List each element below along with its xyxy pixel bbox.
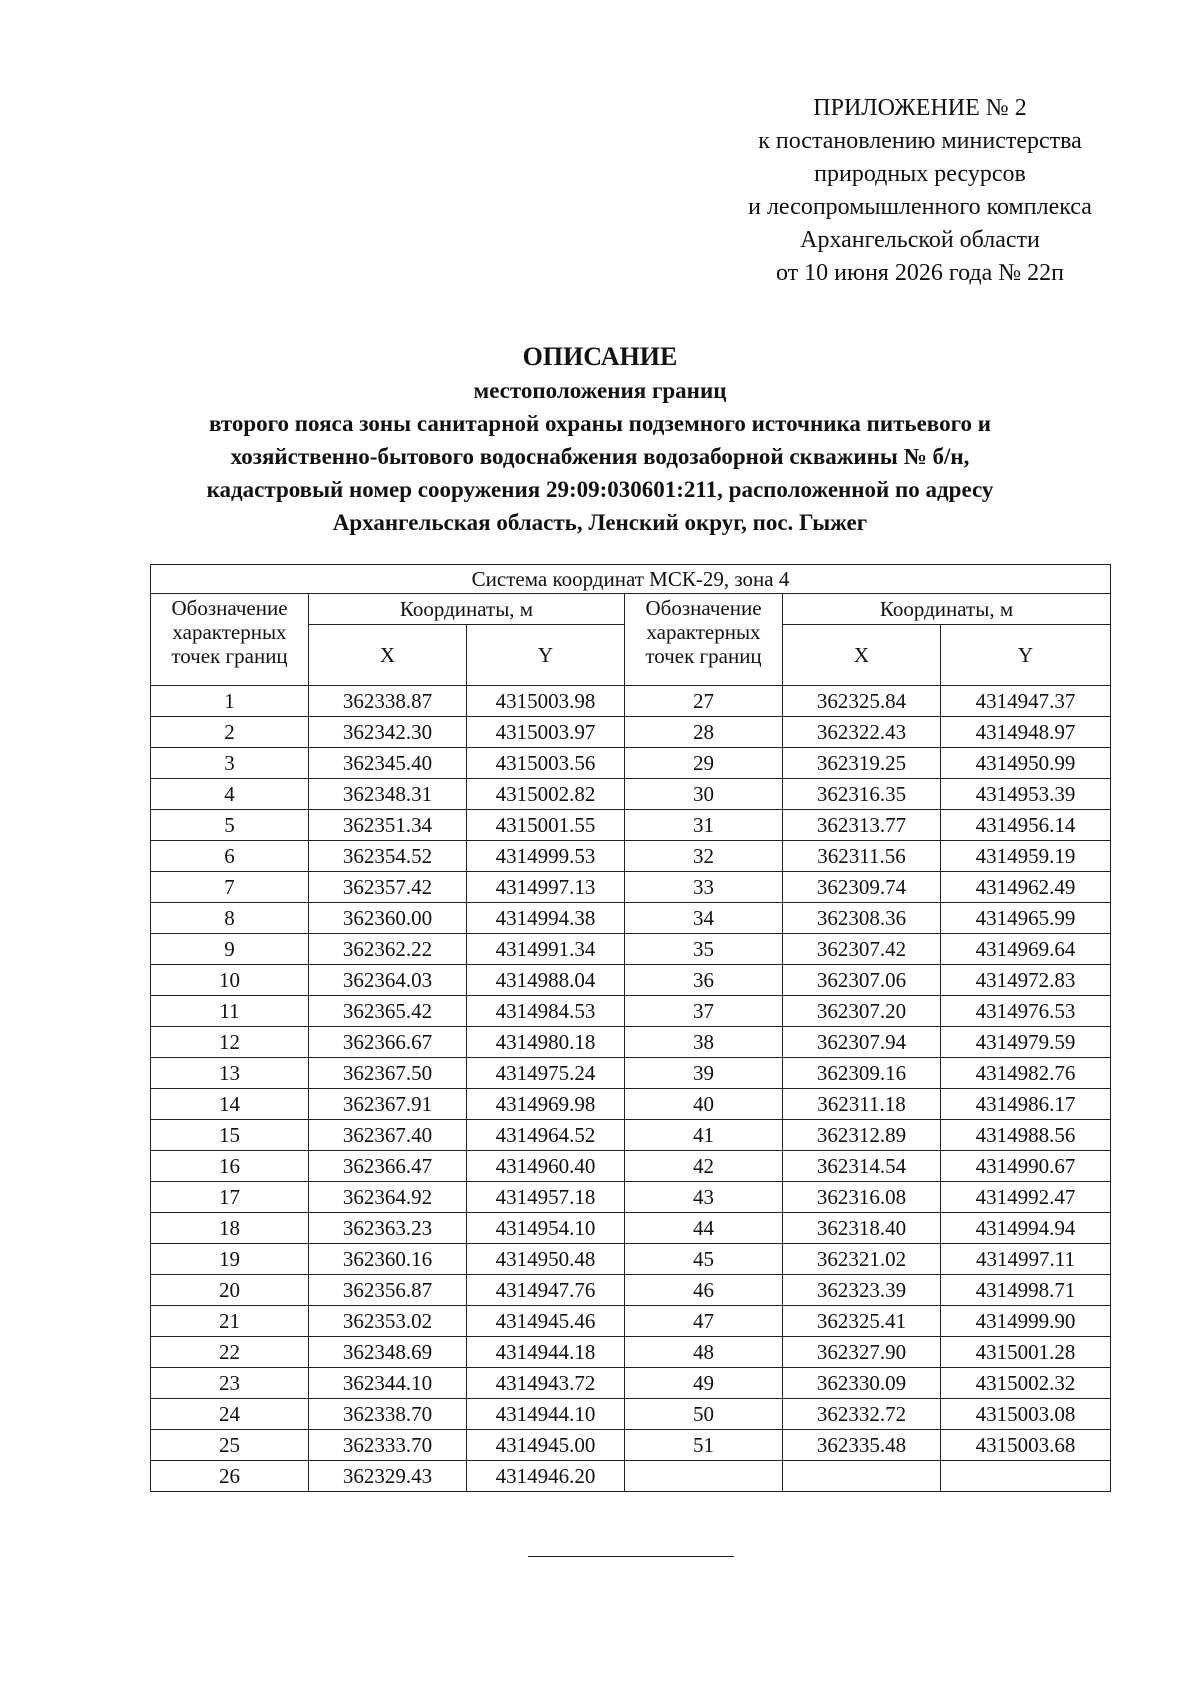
point-number-cell: 49 <box>625 1368 783 1399</box>
point-designation-header <box>625 594 783 686</box>
y-coordinate-cell: 4314980.18 <box>467 1027 625 1058</box>
y-coordinate-cell: 4314948.97 <box>941 717 1111 748</box>
point-number-cell: 13 <box>151 1058 309 1089</box>
header-line: характерных <box>646 620 761 644</box>
y-coordinate-cell: 4315003.98 <box>467 686 625 717</box>
x-coordinate-cell: 362360.00 <box>309 903 467 934</box>
x-coordinate-cell: 362364.03 <box>309 965 467 996</box>
point-number-cell: 45 <box>625 1244 783 1275</box>
table-row <box>151 965 1111 996</box>
x-coordinate-cell: 362312.89 <box>783 1120 941 1151</box>
point-number-cell <box>625 1461 783 1492</box>
header-line: характерных <box>172 620 287 644</box>
point-number-cell: 23 <box>151 1368 309 1399</box>
point-number-cell: 48 <box>625 1337 783 1368</box>
x-coordinate-cell: 362319.25 <box>783 748 941 779</box>
x-coordinate-cell: 362316.08 <box>783 1182 941 1213</box>
point-number-cell: 30 <box>625 779 783 810</box>
table-row <box>151 903 1111 934</box>
point-number-cell: 36 <box>625 965 783 996</box>
point-number-cell: 20 <box>151 1275 309 1306</box>
x-coordinate-cell: 362330.09 <box>783 1368 941 1399</box>
y-coordinate-cell: 4314999.53 <box>467 841 625 872</box>
table-row <box>151 810 1111 841</box>
y-coordinate-cell: 4314999.90 <box>941 1306 1111 1337</box>
header-line: точек границ <box>171 644 288 668</box>
x-coordinate-cell: 362311.56 <box>783 841 941 872</box>
y-coordinate-cell: 4314984.53 <box>467 996 625 1027</box>
x-coordinate-cell: 362364.92 <box>309 1182 467 1213</box>
table-row <box>151 748 1111 779</box>
x-coordinate-cell: 362314.54 <box>783 1151 941 1182</box>
document-heading <box>100 340 1100 539</box>
point-number-cell: 39 <box>625 1058 783 1089</box>
document-title: ОПИСАНИЕ <box>522 342 678 371</box>
table-row <box>151 686 1111 717</box>
x-coordinate-cell: 362311.18 <box>783 1089 941 1120</box>
y-coordinate-cell: 4314959.19 <box>941 841 1111 872</box>
x-coordinate-cell: 362321.02 <box>783 1244 941 1275</box>
table-row <box>151 779 1111 810</box>
x-coordinate-cell: 362356.87 <box>309 1275 467 1306</box>
y-coordinate-cell: 4314991.34 <box>467 934 625 965</box>
y-coordinate-cell: 4314960.40 <box>467 1151 625 1182</box>
table-row <box>151 934 1111 965</box>
point-number-cell: 28 <box>625 717 783 748</box>
x-coordinate-cell: 362342.30 <box>309 717 467 748</box>
point-number-cell: 27 <box>625 686 783 717</box>
y-coordinate-cell: 4314969.98 <box>467 1089 625 1120</box>
y-coordinate-cell: 4315003.56 <box>467 748 625 779</box>
y-coordinate-cell: 4314975.24 <box>467 1058 625 1089</box>
appendix-line: к постановлению министерства <box>758 128 1082 154</box>
appendix-header <box>700 92 1140 290</box>
x-coordinate-cell: 362333.70 <box>309 1430 467 1461</box>
point-number-cell: 7 <box>151 872 309 903</box>
x-coordinate-cell: 362338.87 <box>309 686 467 717</box>
point-number-cell: 34 <box>625 903 783 934</box>
table-row <box>151 841 1111 872</box>
x-coordinate-cell: 362327.90 <box>783 1337 941 1368</box>
point-number-cell: 40 <box>625 1089 783 1120</box>
y-coordinate-cell: 4314946.20 <box>467 1461 625 1492</box>
x-column-header: X <box>783 625 941 686</box>
x-coordinate-cell: 362316.35 <box>783 779 941 810</box>
y-coordinate-cell: 4314972.83 <box>941 965 1111 996</box>
y-coordinate-cell: 4314976.53 <box>941 996 1111 1027</box>
y-column-header: Y <box>467 625 625 686</box>
x-coordinate-cell: 362366.67 <box>309 1027 467 1058</box>
point-number-cell: 22 <box>151 1337 309 1368</box>
point-number-cell: 17 <box>151 1182 309 1213</box>
y-coordinate-cell: 4315002.32 <box>941 1368 1111 1399</box>
x-coordinate-cell: 362348.31 <box>309 779 467 810</box>
table-row <box>151 1461 1111 1492</box>
table-row <box>151 1213 1111 1244</box>
y-coordinate-cell: 4314944.10 <box>467 1399 625 1430</box>
point-number-cell: 8 <box>151 903 309 934</box>
x-coordinate-cell: 362354.52 <box>309 841 467 872</box>
x-coordinate-cell: 362307.42 <box>783 934 941 965</box>
x-coordinate-cell: 362322.43 <box>783 717 941 748</box>
x-coordinate-cell: 362367.50 <box>309 1058 467 1089</box>
point-number-cell: 19 <box>151 1244 309 1275</box>
x-coordinate-cell <box>783 1461 941 1492</box>
point-number-cell: 14 <box>151 1089 309 1120</box>
x-coordinate-cell: 362338.70 <box>309 1399 467 1430</box>
y-coordinate-cell: 4314997.13 <box>467 872 625 903</box>
point-number-cell: 46 <box>625 1275 783 1306</box>
y-coordinate-cell: 4314950.48 <box>467 1244 625 1275</box>
appendix-line: природных ресурсов <box>814 161 1026 187</box>
y-coordinate-cell <box>941 1461 1111 1492</box>
y-coordinate-cell: 4314945.46 <box>467 1306 625 1337</box>
y-coordinate-cell: 4314956.14 <box>941 810 1111 841</box>
point-number-cell: 37 <box>625 996 783 1027</box>
x-coordinate-cell: 362325.41 <box>783 1306 941 1337</box>
x-coordinate-cell: 362325.84 <box>783 686 941 717</box>
table-row <box>151 872 1111 903</box>
x-coordinate-cell: 362335.48 <box>783 1430 941 1461</box>
table-row <box>151 1275 1111 1306</box>
x-coordinate-cell: 362309.16 <box>783 1058 941 1089</box>
table-row <box>151 1058 1111 1089</box>
point-number-cell: 4 <box>151 779 309 810</box>
appendix-line: и лесопромышленного комплекса <box>748 194 1092 220</box>
y-coordinate-cell: 4315001.55 <box>467 810 625 841</box>
table-row <box>151 1368 1111 1399</box>
y-coordinate-cell: 4314944.18 <box>467 1337 625 1368</box>
y-coordinate-cell: 4314964.52 <box>467 1120 625 1151</box>
point-number-cell: 38 <box>625 1027 783 1058</box>
x-coordinate-cell: 362344.10 <box>309 1368 467 1399</box>
y-coordinate-cell: 4314979.59 <box>941 1027 1111 1058</box>
table-row <box>151 717 1111 748</box>
y-coordinate-cell: 4314965.99 <box>941 903 1111 934</box>
document-subtitle-line: местоположения границ <box>473 378 727 403</box>
y-coordinate-cell: 4314943.72 <box>467 1368 625 1399</box>
table-row <box>151 1399 1111 1430</box>
x-coordinate-cell: 362308.36 <box>783 903 941 934</box>
point-number-cell: 50 <box>625 1399 783 1430</box>
y-coordinate-cell: 4315002.82 <box>467 779 625 810</box>
point-number-cell: 15 <box>151 1120 309 1151</box>
point-number-cell: 9 <box>151 934 309 965</box>
y-coordinate-cell: 4314988.04 <box>467 965 625 996</box>
x-column-header: X <box>309 625 467 686</box>
document-subtitle-line: хозяйственно-бытового водоснабжения водозаборной скважины № б/н, <box>230 444 970 469</box>
x-coordinate-cell: 362365.42 <box>309 996 467 1027</box>
coordinates-header: Координаты, м <box>309 594 625 625</box>
point-number-cell: 24 <box>151 1399 309 1430</box>
point-number-cell: 29 <box>625 748 783 779</box>
document-subtitle-line: кадастровый номер сооружения 29:09:030601:211, расположенной по адресу <box>206 477 994 502</box>
y-coordinate-cell: 4314992.47 <box>941 1182 1111 1213</box>
appendix-line: от 10 июня 2026 года № 22п <box>776 260 1064 286</box>
x-coordinate-cell: 362318.40 <box>783 1213 941 1244</box>
point-number-cell: 51 <box>625 1430 783 1461</box>
y-coordinate-cell: 4315003.08 <box>941 1399 1111 1430</box>
appendix-line: Архангельской области <box>800 227 1040 253</box>
point-number-cell: 10 <box>151 965 309 996</box>
point-number-cell: 18 <box>151 1213 309 1244</box>
y-coordinate-cell: 4314988.56 <box>941 1120 1111 1151</box>
point-number-cell: 6 <box>151 841 309 872</box>
x-coordinate-cell: 362307.06 <box>783 965 941 996</box>
point-number-cell: 5 <box>151 810 309 841</box>
x-coordinate-cell: 362329.43 <box>309 1461 467 1492</box>
y-coordinate-cell: 4314998.71 <box>941 1275 1111 1306</box>
x-coordinate-cell: 362357.42 <box>309 872 467 903</box>
header-line: точек границ <box>645 644 762 668</box>
point-number-cell: 21 <box>151 1306 309 1337</box>
point-number-cell: 41 <box>625 1120 783 1151</box>
table-row <box>151 1027 1111 1058</box>
point-number-cell: 26 <box>151 1461 309 1492</box>
point-number-cell: 47 <box>625 1306 783 1337</box>
appendix-line: ПРИЛОЖЕНИЕ № 2 <box>813 95 1027 121</box>
x-coordinate-cell: 362323.39 <box>783 1275 941 1306</box>
y-coordinate-cell: 4314986.17 <box>941 1089 1111 1120</box>
y-coordinate-cell: 4314982.76 <box>941 1058 1111 1089</box>
table-row <box>151 1089 1111 1120</box>
y-coordinate-cell: 4314994.38 <box>467 903 625 934</box>
point-number-cell: 25 <box>151 1430 309 1461</box>
y-coordinate-cell: 4315001.28 <box>941 1337 1111 1368</box>
point-number-cell: 1 <box>151 686 309 717</box>
document-subtitle-line: второго пояса зоны санитарной охраны подземного источника питьевого и <box>209 411 991 436</box>
y-coordinate-cell: 4314962.49 <box>941 872 1111 903</box>
coordinates-table <box>150 564 1111 1492</box>
x-coordinate-cell: 362367.40 <box>309 1120 467 1151</box>
point-number-cell: 43 <box>625 1182 783 1213</box>
x-coordinate-cell: 362351.34 <box>309 810 467 841</box>
y-coordinate-cell: 4314953.39 <box>941 779 1111 810</box>
coordinates-table-body <box>151 686 1111 1492</box>
x-coordinate-cell: 362366.47 <box>309 1151 467 1182</box>
x-coordinate-cell: 362313.77 <box>783 810 941 841</box>
table-row <box>151 1244 1111 1275</box>
header-line: Обозначение <box>171 596 288 620</box>
y-coordinate-cell: 4314957.18 <box>467 1182 625 1213</box>
point-designation-header <box>151 594 309 686</box>
x-coordinate-cell: 362309.74 <box>783 872 941 903</box>
y-coordinate-cell: 4314990.67 <box>941 1151 1111 1182</box>
point-number-cell: 16 <box>151 1151 309 1182</box>
y-coordinate-cell: 4314954.10 <box>467 1213 625 1244</box>
point-number-cell: 11 <box>151 996 309 1027</box>
x-coordinate-cell: 362362.22 <box>309 934 467 965</box>
y-coordinate-cell: 4314945.00 <box>467 1430 625 1461</box>
point-number-cell: 32 <box>625 841 783 872</box>
closing-divider <box>528 1556 734 1557</box>
x-coordinate-cell: 362307.20 <box>783 996 941 1027</box>
document-subtitle-line: Архангельская область, Ленский округ, пос. Гыжег <box>332 510 868 535</box>
x-coordinate-cell: 362363.23 <box>309 1213 467 1244</box>
table-row <box>151 1430 1111 1461</box>
y-column-header: Y <box>941 625 1111 686</box>
table-row <box>151 1151 1111 1182</box>
x-coordinate-cell: 362360.16 <box>309 1244 467 1275</box>
y-coordinate-cell: 4314950.99 <box>941 748 1111 779</box>
x-coordinate-cell: 362332.72 <box>783 1399 941 1430</box>
table-row <box>151 1337 1111 1368</box>
y-coordinate-cell: 4315003.68 <box>941 1430 1111 1461</box>
coordinates-header: Координаты, м <box>783 594 1111 625</box>
coordinate-system-header: Система координат МСК-29, зона 4 <box>151 565 1111 594</box>
y-coordinate-cell: 4314947.37 <box>941 686 1111 717</box>
table-row <box>151 1182 1111 1213</box>
x-coordinate-cell: 362307.94 <box>783 1027 941 1058</box>
point-number-cell: 2 <box>151 717 309 748</box>
point-number-cell: 42 <box>625 1151 783 1182</box>
y-coordinate-cell: 4314969.64 <box>941 934 1111 965</box>
x-coordinate-cell: 362353.02 <box>309 1306 467 1337</box>
y-coordinate-cell: 4314994.94 <box>941 1213 1111 1244</box>
table-row <box>151 1120 1111 1151</box>
y-coordinate-cell: 4315003.97 <box>467 717 625 748</box>
point-number-cell: 31 <box>625 810 783 841</box>
x-coordinate-cell: 362348.69 <box>309 1337 467 1368</box>
point-number-cell: 35 <box>625 934 783 965</box>
table-row <box>151 996 1111 1027</box>
point-number-cell: 12 <box>151 1027 309 1058</box>
y-coordinate-cell: 4314997.11 <box>941 1244 1111 1275</box>
x-coordinate-cell: 362367.91 <box>309 1089 467 1120</box>
table-row <box>151 1306 1111 1337</box>
x-coordinate-cell: 362345.40 <box>309 748 467 779</box>
y-coordinate-cell: 4314947.76 <box>467 1275 625 1306</box>
header-line: Обозначение <box>645 596 762 620</box>
point-number-cell: 33 <box>625 872 783 903</box>
point-number-cell: 3 <box>151 748 309 779</box>
point-number-cell: 44 <box>625 1213 783 1244</box>
